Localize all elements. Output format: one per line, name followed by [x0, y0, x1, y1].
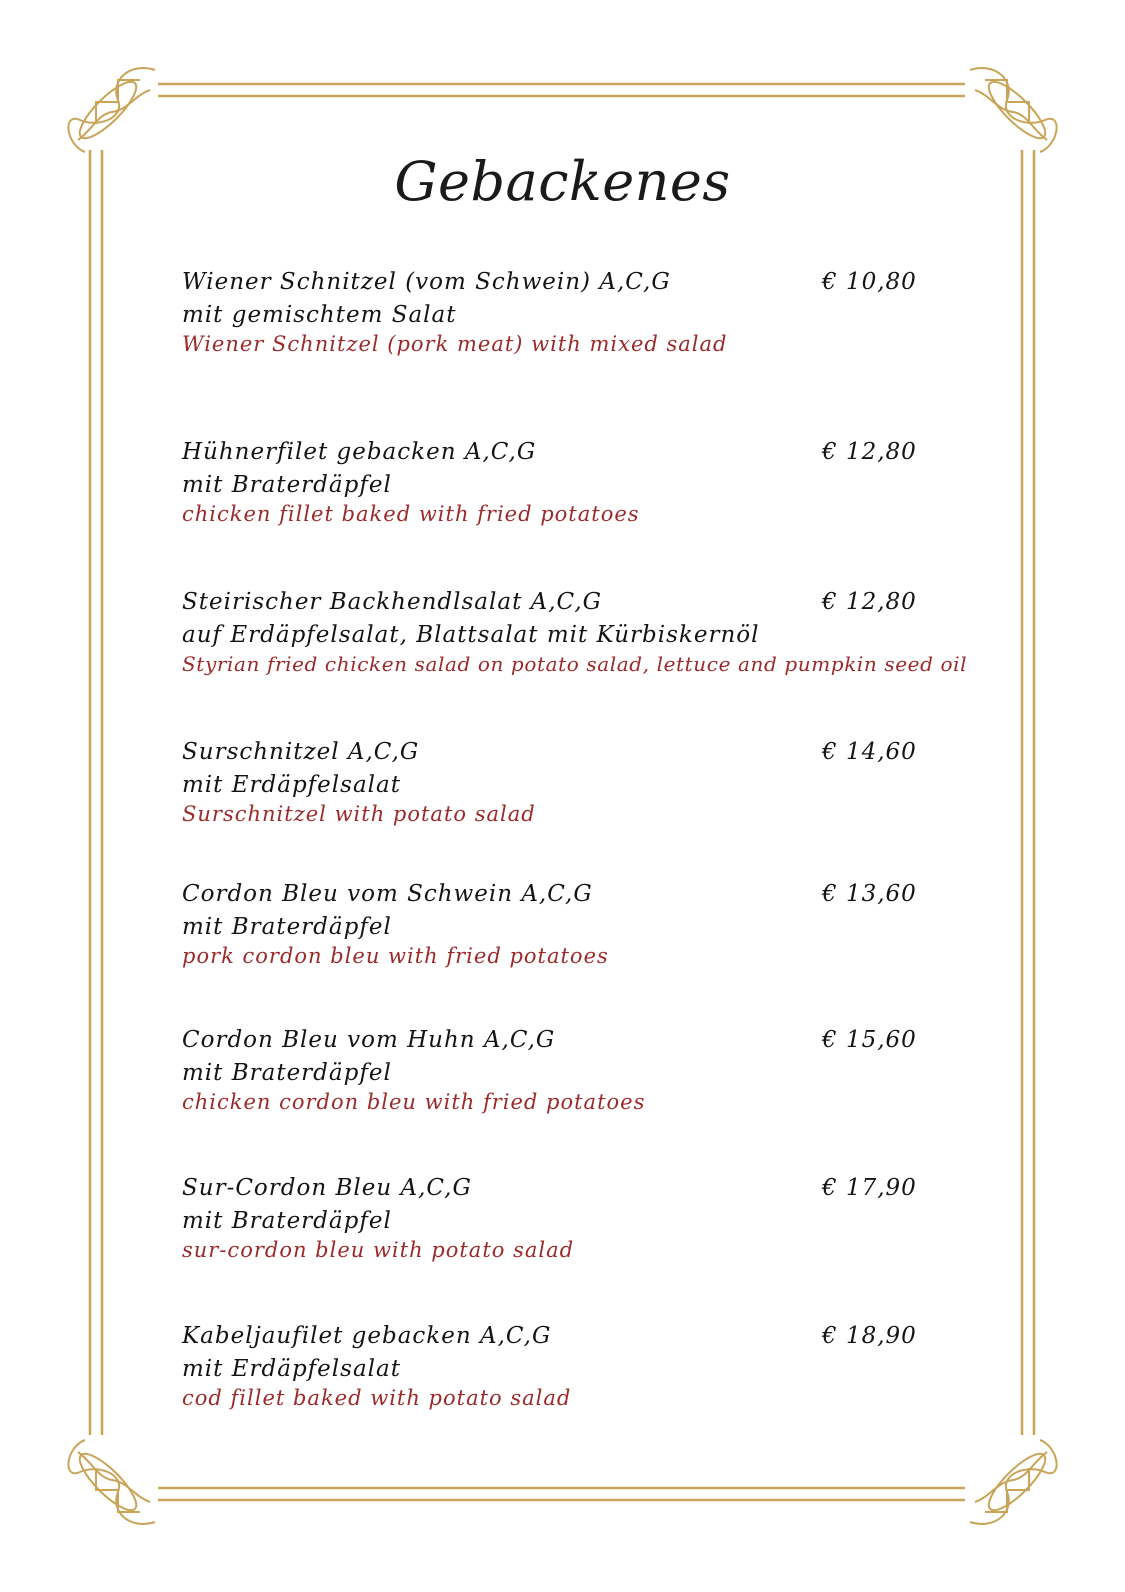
menu-item-english: Styrian fried chicken salad on potato salad, lettuce and pumpkin seed oil: [182, 652, 968, 676]
corner-ornament-top-right: [970, 68, 1057, 152]
menu-item-english: sur-cordon bleu with potato salad: [182, 1238, 575, 1262]
menu-item-english: chicken cordon bleu with fried potatoes: [182, 1090, 646, 1114]
menu-item-price: € 14,60: [822, 739, 917, 765]
menu-item-name: Kabeljaufilet gebacken A,C,G: [182, 1323, 552, 1349]
menu-item-name: Steirischer Backhendlsalat A,C,G: [182, 589, 603, 615]
menu-item-name: Wiener Schnitzel (vom Schwein) A,C,G: [182, 269, 671, 295]
menu-item-price: € 15,60: [822, 1027, 917, 1053]
menu-item-name: Sur-Cordon Bleu A,C,G: [182, 1175, 472, 1201]
menu-item-side: mit Braterdäpfel: [182, 914, 392, 940]
menu-item-side: mit Erdäpfelsalat: [182, 772, 401, 798]
menu-item-price: € 10,80: [822, 269, 917, 295]
menu-item-english: Wiener Schnitzel (pork meat) with mixed salad: [182, 332, 728, 356]
menu-item-name: Cordon Bleu vom Schwein A,C,G: [182, 881, 593, 907]
menu-item-english: chicken fillet baked with fried potatoes: [182, 502, 640, 526]
menu-item-name: Hühnerfilet gebacken A,C,G: [182, 439, 537, 465]
menu-item-side: auf Erdäpfelsalat, Blattsalat mit Kürbiskernöl: [182, 622, 760, 648]
menu-item-name: Surschnitzel A,C,G: [182, 739, 420, 765]
menu-item-english: cod fillet baked with potato salad: [182, 1386, 572, 1410]
menu-item-price: € 18,90: [822, 1323, 917, 1349]
menu-item: [182, 264, 922, 358]
menu-item: [182, 1318, 922, 1412]
menu-item: [182, 876, 922, 970]
menu-item: [182, 1170, 922, 1264]
corner-ornament-bottom-left: [68, 1440, 155, 1524]
menu-item-side: mit Braterdäpfel: [182, 1060, 392, 1086]
menu-item-price: € 13,60: [822, 881, 917, 907]
menu-item: [182, 734, 922, 828]
menu-item-english: pork cordon bleu with fried potatoes: [182, 944, 609, 968]
menu-item-side: mit Erdäpfelsalat: [182, 1356, 401, 1382]
menu-item-name: Cordon Bleu vom Huhn A,C,G: [182, 1027, 556, 1053]
menu-item-price: € 12,80: [822, 439, 917, 465]
corner-ornament-top-left: [68, 68, 155, 152]
menu-item-price: € 17,90: [822, 1175, 917, 1201]
menu-item: [182, 584, 968, 678]
menu-item-side: mit gemischtem Salat: [182, 302, 457, 328]
menu-item-english: Surschnitzel with potato salad: [182, 802, 536, 826]
menu-item-price: € 12,80: [822, 589, 917, 615]
menu-item: [182, 1022, 922, 1116]
menu-item-side: mit Braterdäpfel: [182, 1208, 392, 1234]
page-title: Gebackenes: [394, 150, 731, 213]
corner-ornament-bottom-right: [970, 1440, 1057, 1524]
menu-item-side: mit Braterdäpfel: [182, 472, 392, 498]
menu-item: [182, 434, 922, 528]
